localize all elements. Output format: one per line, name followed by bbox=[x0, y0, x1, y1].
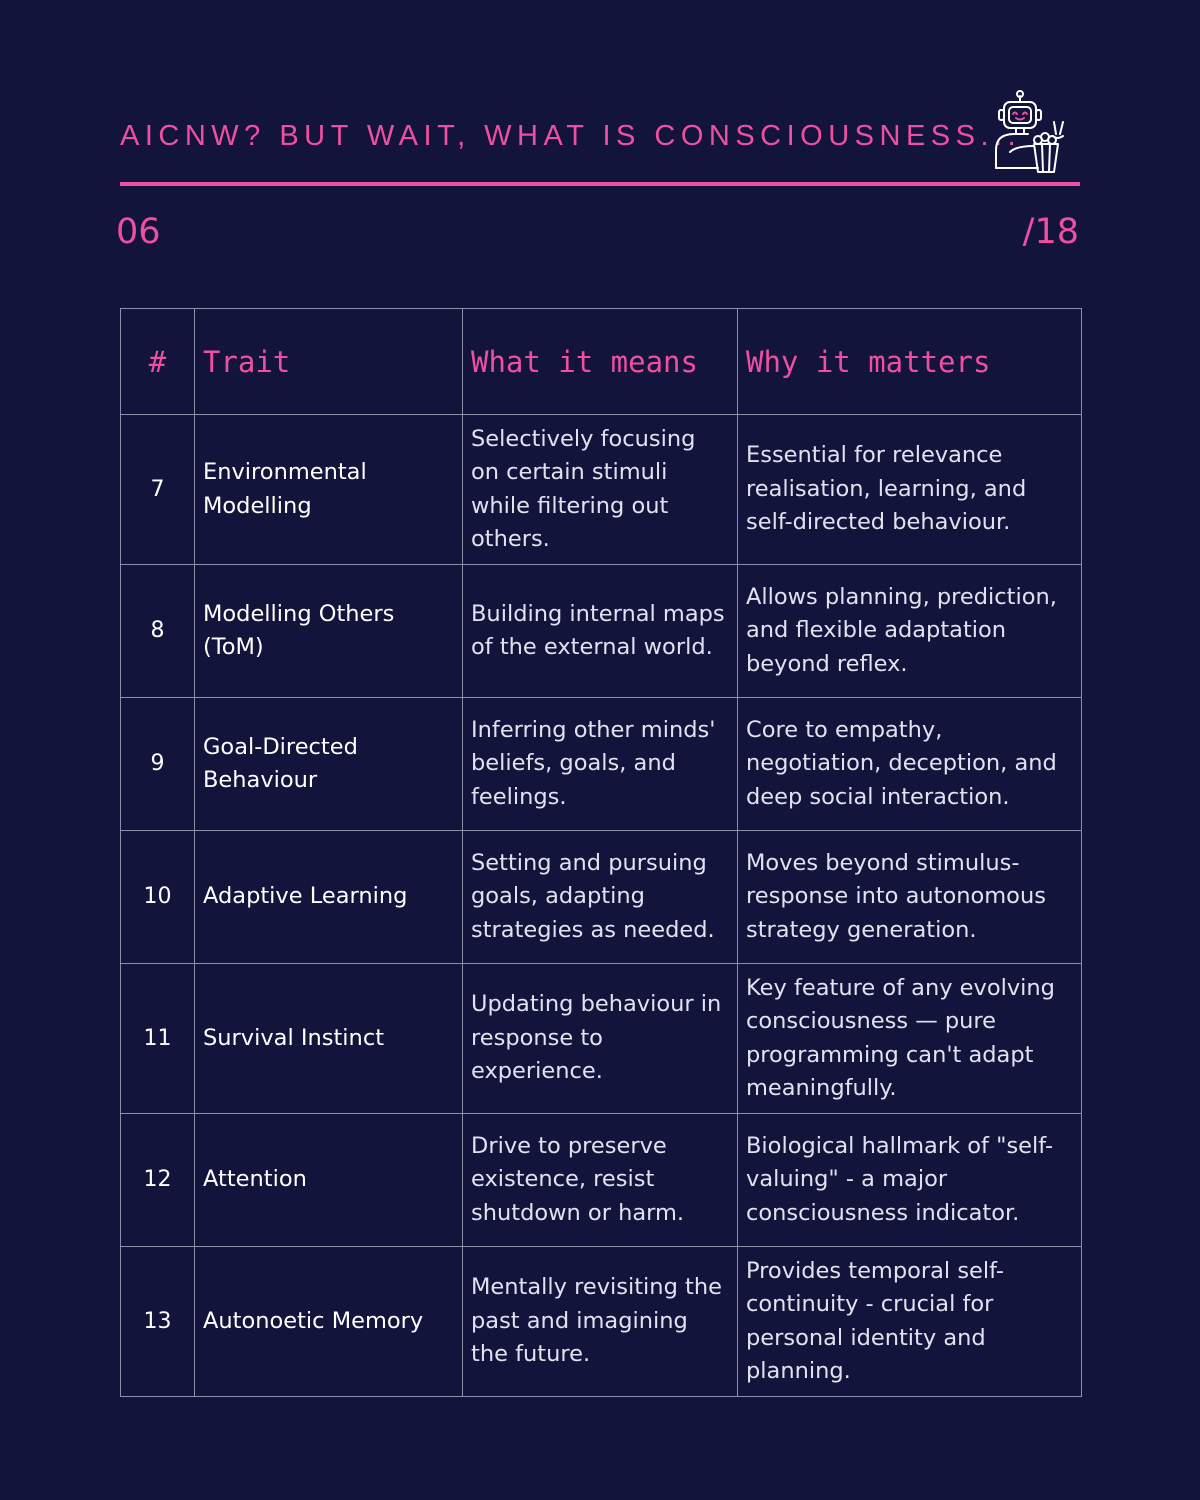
table-row bbox=[121, 1247, 1082, 1397]
trait-name: Attention bbox=[195, 1114, 463, 1247]
trait-meaning: Drive to preserve existence, resist shutdown or harm. bbox=[463, 1114, 738, 1247]
table-row bbox=[121, 831, 1082, 964]
trait-meaning: Setting and pursuing goals, adapting strategies as needed. bbox=[463, 831, 738, 964]
table-row bbox=[121, 415, 1082, 565]
row-number: 7 bbox=[121, 415, 195, 565]
page-total: /18 bbox=[1022, 212, 1079, 252]
trait-name: Goal-Directed Behaviour bbox=[195, 698, 463, 831]
column-header-what-it-means: What it means bbox=[463, 309, 738, 415]
trait-meaning: Selectively focusing on certain stimuli while filtering out others. bbox=[463, 415, 738, 565]
row-number: 9 bbox=[121, 698, 195, 831]
table-row bbox=[121, 698, 1082, 831]
table-row bbox=[121, 1114, 1082, 1247]
trait-meaning: Updating behaviour in response to experience. bbox=[463, 964, 738, 1114]
page-number: 06 bbox=[116, 212, 161, 252]
trait-name: Survival Instinct bbox=[195, 964, 463, 1114]
row-number: 11 bbox=[121, 964, 195, 1114]
trait-meaning: Inferring other minds' beliefs, goals, and feelings. bbox=[463, 698, 738, 831]
table-row bbox=[121, 964, 1082, 1114]
trait-name: Adaptive Learning bbox=[195, 831, 463, 964]
row-number: 8 bbox=[121, 565, 195, 698]
table-header-row bbox=[121, 309, 1082, 415]
trait-importance: Essential for relevance realisation, learning, and self-directed behaviour. bbox=[738, 415, 1082, 565]
row-number: 12 bbox=[121, 1114, 195, 1247]
header-divider bbox=[120, 182, 1080, 186]
trait-importance: Biological hallmark of "self-valuing" - a major consciousness indicator. bbox=[738, 1114, 1082, 1247]
column-header-trait: Trait bbox=[195, 309, 463, 415]
trait-meaning: Mentally revisiting the past and imagining the future. bbox=[463, 1247, 738, 1397]
trait-importance: Provides temporal self-continuity - crucial for personal identity and planning. bbox=[738, 1247, 1082, 1397]
column-header-number: # bbox=[121, 309, 195, 415]
trait-importance: Moves beyond stimulus-response into autonomous strategy generation. bbox=[738, 831, 1082, 964]
traits-table bbox=[120, 308, 1082, 1397]
row-number: 13 bbox=[121, 1247, 195, 1397]
trait-meaning: Building internal maps of the external world. bbox=[463, 565, 738, 698]
row-number: 10 bbox=[121, 831, 195, 964]
trait-name: Autonoetic Memory bbox=[195, 1247, 463, 1397]
trait-name: Environmental Modelling bbox=[195, 415, 463, 565]
trait-importance: Key feature of any evolving consciousness — pure programming can't adapt meaningfully. bbox=[738, 964, 1082, 1114]
table-row bbox=[121, 565, 1082, 698]
column-header-why-it-matters: Why it matters bbox=[738, 309, 1082, 415]
trait-importance: Allows planning, prediction, and flexible adaptation beyond reflex. bbox=[738, 565, 1082, 698]
page-title: AICNW? BUT WAIT, WHAT IS CONSCIOUSNESS... bbox=[120, 120, 1022, 152]
trait-name: Modelling Others (ToM) bbox=[195, 565, 463, 698]
trait-importance: Core to empathy, negotiation, deception, and deep social interaction. bbox=[738, 698, 1082, 831]
robot-popcorn-icon bbox=[990, 88, 1070, 174]
